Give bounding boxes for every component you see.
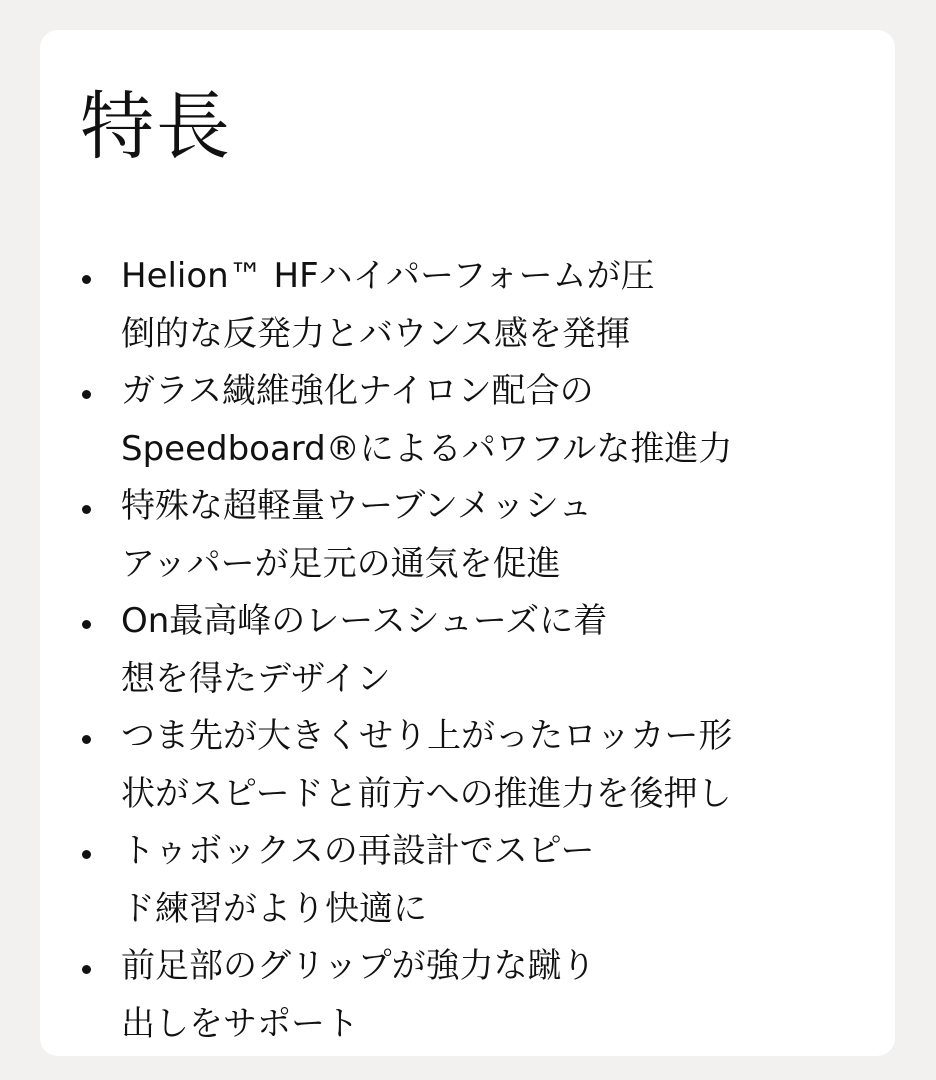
feature-item [80, 248, 855, 363]
feature-text [121, 248, 655, 363]
bullet-icon [82, 505, 91, 514]
features-card [40, 30, 895, 1056]
feature-line: 出しをサポート [121, 1003, 359, 1044]
feature-text [121, 823, 594, 938]
bullet-icon [82, 965, 91, 974]
bullet-icon [82, 735, 91, 744]
feature-line: Helion™ HFハイパーフォームが圧 [121, 256, 655, 296]
feature-item [80, 478, 855, 593]
feature-line: 状がスピードと前方への推進力を後押し [121, 773, 732, 814]
bullet-icon [82, 390, 91, 399]
feature-item [80, 708, 855, 823]
feature-text [121, 478, 592, 593]
page-bottom-edge [0, 1060, 936, 1080]
feature-line: ガラス繊維強化ナイロン配合の [121, 371, 594, 411]
bullet-icon [82, 850, 91, 859]
bullet-icon [82, 620, 91, 629]
feature-line: ド練習がより快適に [121, 888, 427, 929]
feature-line: アッパーが足元の通気を促進 [121, 543, 561, 584]
feature-line: Speedboard®によるパワフルな推進力 [121, 428, 733, 469]
feature-line: トゥボックスの再設計でスピー [121, 831, 595, 871]
feature-list [80, 248, 855, 1053]
section-title: 特長 [80, 84, 232, 170]
feature-line: 倒的な反発力とバウンス感を発揮 [121, 313, 630, 354]
feature-item [80, 593, 855, 708]
feature-line: 前足部のグリップが強力な蹴り [121, 946, 596, 986]
feature-line: つま先が大きくせり上がったロッカー形 [121, 716, 733, 756]
feature-text [121, 938, 596, 1053]
feature-text [121, 708, 732, 823]
feature-item [80, 823, 855, 938]
feature-item [80, 938, 855, 1053]
bullet-icon [82, 275, 91, 284]
feature-text [121, 363, 732, 478]
feature-text [121, 593, 607, 708]
feature-line: On最高峰のレースシューズに着 [121, 601, 608, 641]
feature-line: 想を得たデザイン [121, 658, 391, 699]
feature-item [80, 363, 855, 478]
feature-line: 特殊な超軽量ウーブンメッシュ [121, 486, 593, 526]
